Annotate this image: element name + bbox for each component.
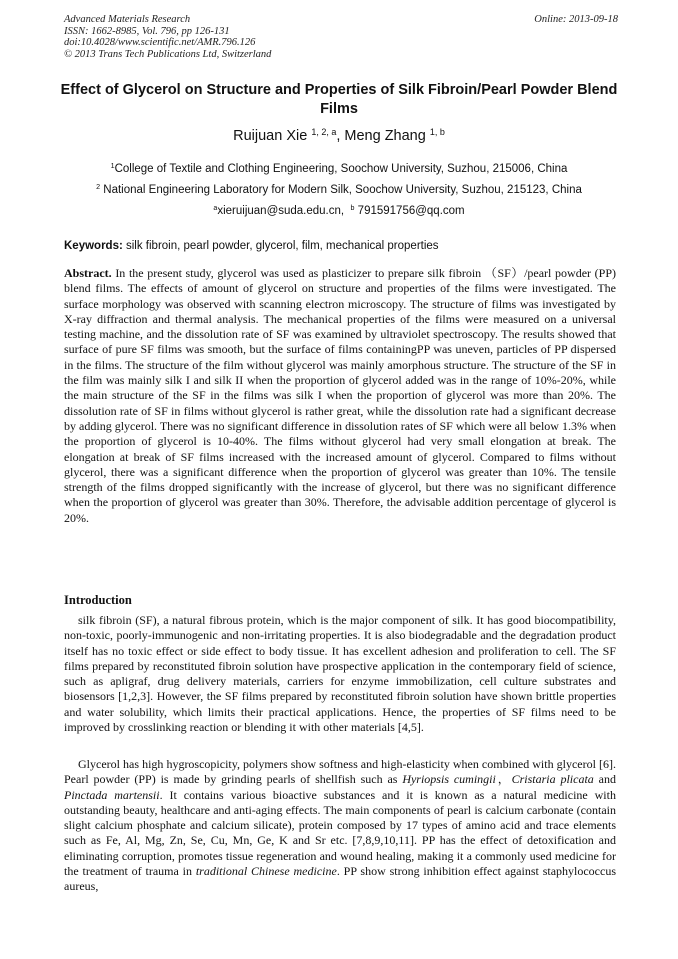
author-emails [40, 204, 638, 218]
keywords-text: silk fibroin, pearl powder, glycerol, film, mechanical properties [126, 240, 439, 252]
abstract [64, 266, 616, 526]
email-marker: b [350, 204, 355, 213]
species-name: Hyriopsis cumingii [402, 772, 496, 787]
email-link[interactable]: xieruijuan@suda.edu.cn, [217, 205, 345, 217]
abstract-label: Abstract. [64, 266, 112, 280]
doi-line: doi:10.4028/www.scientific.net/AMR.796.126 [64, 37, 256, 48]
paragraph-text: . PP show strong inhibition effect against staphylococcus aureus, [64, 864, 617, 894]
author-separator: , [336, 128, 345, 144]
affiliation-2 [40, 183, 638, 197]
affiliation-text: College of Textile and Clothing Engineering, Soochow University, Suzhou, 215006, China [114, 163, 568, 175]
keywords-line [64, 239, 624, 253]
online-date: Online: 2013-09-18 [534, 14, 618, 25]
author-affiliation-marker: 1, b [429, 127, 445, 138]
journal-name: Advanced Materials Research [64, 14, 191, 25]
author-name: Meng Zhang [344, 128, 426, 144]
paragraph-text: Glycerol has high hygroscopicity, polymers show softness and high-elasticity when combined with glycerol [6]. Pearl powder (PP) is made by grinding pearls of shellfish such as [64, 757, 616, 787]
abstract-text: In the present study, glycerol was used as plasticizer to prepare silk fibroin （SF）/pearl powder (PP) blend films. The effects of amount of glycerol on structure and properties of the films were investigated. The surface morphology was observed with scanning electron microscopy. The structure of films was investigated by X-ray diffraction and thermal analysis. The mechanical properties of the films were measured on a universal testing machine, and the dissolution rate of SF was examined by ultraviolet spectroscopy. The results showed that surface of pure SF films was smooth, but the surface of films containingPP was uneven, particles of PP dispersed in the films. The structure of the film without glycerol was mainly amorphous structure. The structure of the SF in the film was mainly silk I and silk II when the proportion of glycerol added was in the range of 10%-20%, while the main structure of the SF in the films was silk I when the proportion of glycerol was more than 20%. The dissolution rate of SF in films without glycerol is rather great, while the dissolution rate had a significant decrease by adding glycerol. There was no significant difference in dissolution rates of SF which were all below 1.3% when the proportion of glycerol is 10-40%. The films without glycerol had very small elongation at break. The elongation at break of SF films increased with the increased amount of glycerol. Compared to films without glycerol, there was a significant difference when the proportion of glycerol was greater than 10%. The tensile strength of the films dropped significantly with the increase of glycerol, but there was no significant difference when the proportion of glycerol was greater than 30%. Therefore, the advisable addition percentage of glycerol is 20%. [64, 266, 617, 525]
section-heading: Introduction [64, 593, 132, 607]
intro-paragraph-2 [64, 757, 616, 895]
author-affiliation-marker: 1, 2, a [311, 127, 337, 138]
affiliation-marker: 2 [96, 183, 101, 192]
email-link[interactable]: 791591756@qq.com [357, 205, 465, 217]
paragraph-text: . It contains various bioactive substances and it is known as a natural medicine with outstanding beauty, healthcare and anti-aging effects. The main components of pearl is calcium carbonate (contain slight calcium phosphate and calcium silicate), protein composed by 17 types of amino acid and trace elements such as Fe, Al, Mg, Zn, Se, Cu, Mn, Ge, K and Sr etc. [7,8,9,10,11]. PP has the effect of detoxification and eliminating corruption, promotes tissue regeneration and wound healing, making it a commonly used medicine for the treatment of trauma in [64, 787, 616, 879]
paragraph-text: ， [495, 772, 512, 787]
affiliation-1 [40, 162, 638, 176]
paragraph-text: and [593, 772, 616, 787]
journal-header [64, 14, 618, 60]
issn-line: ISSN: 1662-8985, Vol. 796, pp 126-131 [64, 25, 230, 37]
copyright-line: © 2013 Trans Tech Publications Ltd, Switzerland [64, 48, 272, 60]
affiliation-text: National Engineering Laboratory for Modern Silk, Soochow University, Suzhou, 215123, China [103, 184, 582, 196]
author-name: Ruijuan Xie [233, 128, 308, 144]
species-name: Pinctada martensii [64, 787, 160, 802]
species-name: Cristaria plicata [511, 772, 594, 787]
author-line [40, 127, 638, 145]
affiliation-marker: 1 [110, 162, 115, 171]
email-marker: a [213, 204, 218, 213]
paper-title: Effect of Glycerol on Structure and Properties of Silk Fibroin/Pearl Powder Blend Films [60, 82, 618, 117]
emphasis-text: traditional Chinese medicine [195, 864, 337, 879]
keywords-label: Keywords: [64, 240, 123, 252]
intro-paragraph-1: silk fibroin (SF), a natural fibrous protein, which is the major component of silk. It has good biocompatibility, non-toxic, poorly-immunogenic and non-irritating properties. It is also biodegradable and the degradation product itself has no toxic effect or side effect to body tissue. It has excellent adhesion and proliferation to cell. The SF films prepared by reconstituted fibroin solution have prospective application in the contemporary field of science, such as apligraf, drug delivery materials, carriers for enzyme immobilization, cell culture substrates and biosensors [1,2,3]. However, the SF films prepared by reconstituted fibroin solution have shown brittle properties and water solubility, which limits their practical applications. Hence, the properties of SF films need to be improved by crosslinking reaction or blending it with other materials [4,5]. [64, 613, 616, 735]
